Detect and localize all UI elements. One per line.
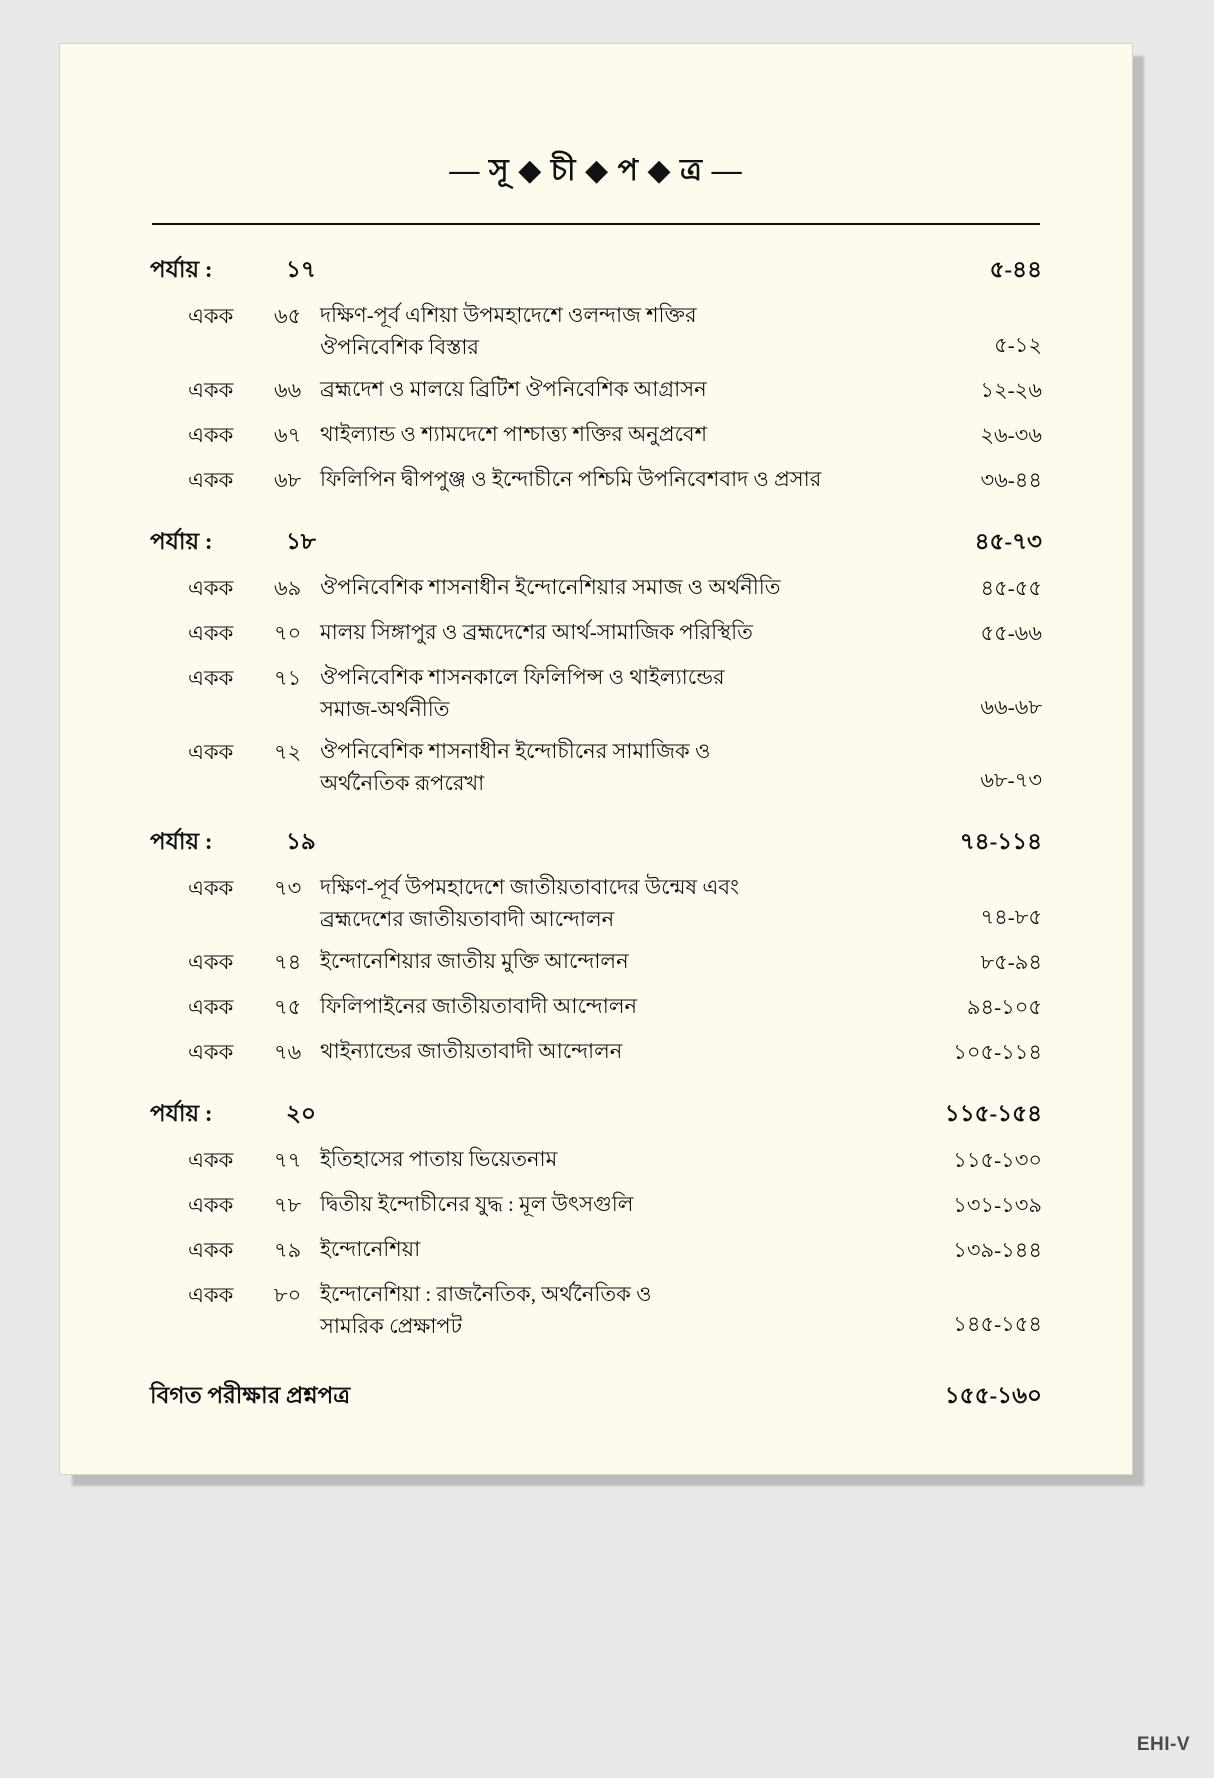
toc-entry	[150, 736, 1042, 800]
phase-pages: ৫-৪৪	[989, 257, 1042, 282]
unit-label: একক	[188, 739, 234, 764]
unit-title: ঔপনিবেশিক শাসনাধীন ইন্দোনেশিয়ার সমাজ ও অর্থনীতি	[320, 574, 781, 599]
unit-title-line2: ব্রহ্মদেশের জাতীয়তাবাদী আন্দোলন	[320, 907, 615, 932]
unit-pages: ১৩১-১৩৯	[953, 1193, 1042, 1218]
phase-number: ১৭	[286, 257, 316, 282]
unit-title-line2: সামরিক প্রেক্ষাপট	[320, 1314, 463, 1339]
unit-number: ৬৮	[274, 467, 302, 492]
unit-pages: ৭৪-৮৫	[980, 905, 1042, 930]
unit-pages: ১১৫-১৩০	[953, 1148, 1042, 1173]
unit-number: ৬৯	[274, 575, 302, 600]
unit-title-line1: ঔপনিবেশিক শাসনাধীন ইন্দোচীনের সামাজিক ও	[320, 738, 711, 763]
unit-number: ৬৬	[274, 377, 302, 402]
toc-entry	[150, 419, 1042, 454]
unit-pages: ৯৪-১০৫	[966, 995, 1042, 1020]
unit-pages: ৩৬-৪৪	[980, 467, 1042, 492]
unit-label: একক	[188, 422, 234, 447]
phase-pages: ১১৫-১৫৪	[944, 1101, 1042, 1127]
phase-heading	[150, 1095, 1042, 1134]
unit-title: থাইন্যান্ডের জাতীয়তাবাদী আন্দোলন	[320, 1039, 623, 1064]
unit-title	[320, 1279, 910, 1343]
unit-title-line1: দক্ষিণ-পূর্ব এশিয়া উপমহাদেশে ওলন্দাজ শক্তির	[320, 303, 697, 327]
phase-pages: ৭৪-১১৪	[959, 829, 1042, 855]
unit-pages: ২৬-৩৬	[980, 422, 1042, 447]
unit-pages: ১৩৯-১৪৪	[953, 1238, 1042, 1263]
unit-label: একক	[188, 575, 234, 600]
unit-pages: ৪৫-৫৫	[980, 575, 1042, 600]
unit-label: একক	[188, 1040, 234, 1065]
unit-number: ৭৪	[274, 950, 302, 975]
unit-number: ৭২	[274, 739, 302, 764]
unit-label: একক	[188, 467, 234, 492]
toc-entry	[150, 300, 1042, 364]
unit-number: ৭৭	[274, 1148, 302, 1173]
unit-pages: ৫-১২	[994, 332, 1042, 357]
toc-entry	[150, 1036, 1042, 1071]
unit-pages: ৫৫-৬৬	[980, 620, 1042, 645]
table-of-contents	[116, 251, 1076, 1416]
toc-entry	[150, 572, 1042, 607]
unit-pages: ১৪৫-১৫৪	[953, 1312, 1042, 1337]
unit-title: দ্বিতীয় ইন্দোচীনের যুদ্ধ : মূল উৎসগুলি	[320, 1192, 634, 1217]
toc-entry	[150, 1144, 1042, 1179]
unit-title: ইন্দোনেশিয়া	[320, 1237, 421, 1262]
unit-title-line2: অর্থনৈতিক রূপরেখা	[320, 770, 485, 795]
unit-title-line1: ঔপনিবেশিক শাসনকালে ফিলিপিন্স ও থাইল্যান্ডের	[320, 664, 725, 689]
unit-title: থাইল্যান্ড ও শ্যামদেশে পাশ্চাত্ত্য শক্তির অনুপ্রবেশ	[320, 421, 708, 446]
unit-title-line2: সমাজ-অর্থনীতি	[320, 696, 450, 721]
unit-title	[320, 872, 910, 936]
unit-label: একক	[188, 995, 234, 1020]
phase-pages: ৪৫-৭৩	[974, 528, 1042, 554]
phase-number: ১৯	[286, 829, 316, 855]
title-divider	[152, 223, 1040, 225]
unit-label: একক	[188, 1238, 234, 1263]
phase-label: পর্যায় :	[150, 528, 213, 554]
toc-entry	[150, 662, 1042, 726]
phase-label: পর্যায় :	[150, 1101, 213, 1127]
unit-title-line1: ইন্দোনেশিয়া : রাজনৈতিক, অর্থনৈতিক ও	[320, 1282, 652, 1307]
unit-title: ফিলিপিন দ্বীপপুঞ্জ ও ইন্দোচীনে পশ্চিমি উপনিবেশবাদ ও প্রসার	[320, 466, 822, 491]
unit-pages: ৮৫-৯৪	[980, 950, 1042, 975]
phase-heading	[150, 823, 1042, 862]
unit-title	[320, 300, 910, 364]
phase-heading	[150, 523, 1042, 562]
book-code: EHI-V	[1136, 1734, 1190, 1755]
unit-number: ৬৫	[274, 304, 302, 328]
unit-label: একক	[188, 1148, 234, 1173]
unit-label: একক	[188, 620, 234, 645]
final-entry	[150, 1377, 1042, 1416]
toc-entry	[150, 464, 1042, 499]
unit-label: একক	[188, 1193, 234, 1218]
unit-title: ফিলিপাইনের জাতীয়তাবাদী আন্দোলন	[320, 994, 638, 1019]
toc-entry	[150, 872, 1042, 936]
document-page	[60, 44, 1132, 1474]
unit-number: ৭৯	[274, 1238, 302, 1263]
toc-entry	[150, 991, 1042, 1026]
unit-number: ৭৬	[274, 1040, 302, 1065]
unit-title: ইন্দোনেশিয়ার জাতীয় মুক্তি আন্দোলন	[320, 949, 629, 974]
unit-label: একক	[188, 377, 234, 402]
unit-number: ৭৮	[274, 1193, 302, 1218]
toc-entry	[150, 374, 1042, 409]
unit-title: ব্রহ্মদেশ ও মালয়ে ব্রিটিশ ঔপনিবেশিক আগ্রাসন	[320, 376, 707, 401]
unit-number: ৭৫	[274, 995, 302, 1020]
toc-entry	[150, 1234, 1042, 1269]
toc-entry	[150, 1189, 1042, 1224]
unit-title-line1: দক্ষিণ-পূর্ব উপমহাদেশে জাতীয়তাবাদের উন্মেষ এবং	[320, 875, 740, 900]
toc-entry	[150, 946, 1042, 981]
unit-label: একক	[188, 1283, 234, 1308]
toc-entry	[150, 1279, 1042, 1343]
phase-number: ২০	[286, 1101, 316, 1127]
unit-label: একক	[188, 665, 234, 690]
phase-label: পর্যায় :	[150, 829, 213, 855]
final-entry-pages: ১৫৫-১৬০	[944, 1383, 1042, 1409]
unit-label: একক	[188, 950, 234, 975]
phase-label: পর্যায় :	[150, 257, 213, 282]
phase-heading	[150, 251, 1042, 290]
unit-number: ৭৩	[274, 876, 302, 901]
unit-pages: ৬৮-৭৩	[980, 768, 1042, 793]
unit-title	[320, 736, 910, 800]
unit-label: একক	[188, 304, 234, 328]
unit-pages: ৬৬-৬৮	[980, 694, 1042, 719]
unit-number: ৬৭	[274, 422, 302, 447]
unit-number: ৭০	[274, 620, 302, 645]
unit-pages: ১২-২৬	[980, 377, 1042, 402]
unit-pages: ১০৫-১১৪	[953, 1040, 1042, 1065]
final-entry-label: বিগত পরীক্ষার প্রশ্নপত্র	[150, 1383, 351, 1409]
unit-number: ৭১	[274, 665, 302, 690]
unit-number: ৮০	[274, 1283, 302, 1308]
phase-number: ১৮	[286, 528, 316, 554]
unit-title: ইতিহাসের পাতায় ভিয়েতনাম	[320, 1147, 558, 1172]
page-title: — সূ ◆ চী ◆ প ◆ ত্র —	[449, 154, 743, 187]
unit-label: একক	[188, 876, 234, 901]
unit-title-line2: ঔপনিবেশিক বিস্তার	[320, 334, 479, 359]
unit-title	[320, 662, 910, 726]
toc-entry	[150, 617, 1042, 652]
unit-title: মালয় সিঙ্গাপুর ও ব্রহ্মদেশের আর্থ-সামাজিক পরিস্থিতি	[320, 619, 753, 644]
